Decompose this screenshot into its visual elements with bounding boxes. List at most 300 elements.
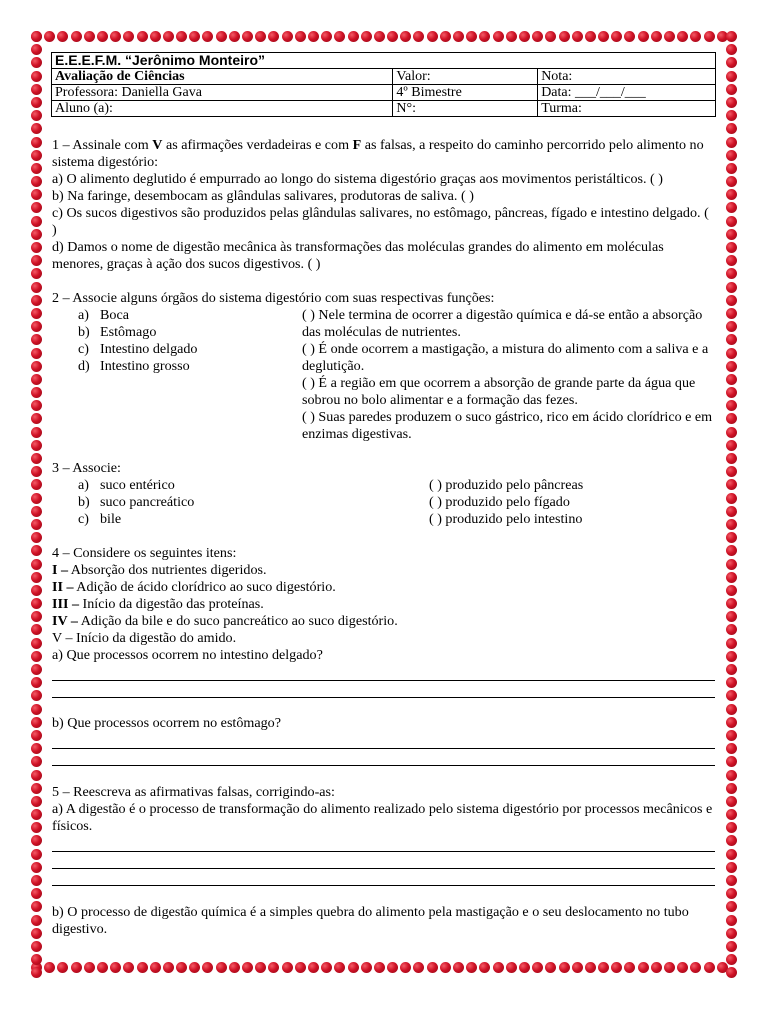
border-bead bbox=[726, 730, 737, 741]
item-text: Adição da bile e do suco pancreático ao suco digestório. bbox=[77, 613, 398, 629]
juice-list bbox=[52, 477, 429, 528]
border-bead bbox=[31, 295, 42, 306]
border-bead bbox=[321, 962, 332, 973]
border-bead bbox=[726, 57, 737, 68]
roman-numeral: I – bbox=[52, 562, 69, 578]
border-bead bbox=[31, 888, 42, 899]
border-bead bbox=[611, 962, 622, 973]
border-bead bbox=[31, 954, 42, 965]
border-bead bbox=[308, 31, 319, 42]
border-bead bbox=[31, 440, 42, 451]
border-bead bbox=[726, 585, 737, 596]
border-bead bbox=[726, 479, 737, 490]
border-bead bbox=[726, 967, 737, 978]
border-bead bbox=[84, 31, 95, 42]
border-bead bbox=[242, 31, 253, 42]
border-bead bbox=[123, 962, 134, 973]
border-bead bbox=[31, 651, 42, 662]
grade-field: Nota: bbox=[538, 69, 716, 85]
function-list bbox=[302, 307, 715, 443]
item-text: Início da digestão das proteínas. bbox=[79, 596, 264, 612]
answer-line[interactable] bbox=[52, 869, 715, 886]
false-marker: F bbox=[352, 137, 362, 153]
border-bead bbox=[726, 321, 737, 332]
border-bead bbox=[31, 308, 42, 319]
border-bead bbox=[176, 31, 187, 42]
border-bead bbox=[31, 31, 42, 42]
exam-title: Avaliação de Ciências bbox=[52, 69, 393, 85]
border-bead bbox=[31, 348, 42, 359]
answer-line[interactable] bbox=[52, 681, 715, 698]
border-bead bbox=[677, 962, 688, 973]
border-bead bbox=[31, 611, 42, 622]
answer-line[interactable] bbox=[52, 852, 715, 869]
question-5 bbox=[52, 784, 715, 938]
border-bead bbox=[282, 31, 293, 42]
page-border-bottom bbox=[31, 962, 730, 973]
border-bead bbox=[545, 31, 556, 42]
question-4b: b) Que processos ocorrem no estômago? bbox=[52, 715, 281, 731]
roman-numeral: III – bbox=[52, 596, 80, 612]
question-1-prompt bbox=[52, 137, 715, 171]
border-bead bbox=[31, 717, 42, 728]
association-columns bbox=[52, 477, 715, 528]
roman-item bbox=[52, 630, 715, 647]
organ-list bbox=[52, 307, 302, 443]
border-bead bbox=[726, 189, 737, 200]
border-bead bbox=[585, 31, 596, 42]
item-letter: b) bbox=[78, 324, 90, 340]
border-bead bbox=[726, 400, 737, 411]
border-bead bbox=[44, 31, 55, 42]
list-item bbox=[78, 477, 429, 494]
border-bead bbox=[400, 31, 411, 42]
border-bead bbox=[31, 730, 42, 741]
border-bead bbox=[31, 44, 42, 55]
border-bead bbox=[176, 962, 187, 973]
border-bead bbox=[31, 638, 42, 649]
value-field: Valor: bbox=[393, 69, 538, 85]
source-item: ( ) produzido pelo pâncreas bbox=[429, 477, 584, 493]
border-bead bbox=[387, 31, 398, 42]
statement-b: b) Na faringe, desembocam as glândulas salivares, produtoras de saliva. ( ) bbox=[52, 188, 474, 204]
border-bead bbox=[453, 31, 464, 42]
border-bead bbox=[726, 822, 737, 833]
list-item bbox=[78, 511, 429, 528]
border-bead bbox=[651, 31, 662, 42]
border-bead bbox=[150, 31, 161, 42]
true-marker: V bbox=[152, 137, 163, 153]
function-item: ( ) Nele termina de ocorrer a digestão química e dá-se então a absorção das moléculas de nutrientes. bbox=[302, 307, 703, 340]
border-bead bbox=[479, 31, 490, 42]
border-bead bbox=[31, 202, 42, 213]
question-number: 3 – bbox=[52, 460, 70, 476]
border-bead bbox=[726, 519, 737, 530]
border-bead bbox=[726, 216, 737, 227]
juice-name: bile bbox=[100, 511, 122, 527]
border-bead bbox=[361, 31, 372, 42]
border-bead bbox=[726, 84, 737, 95]
border-bead bbox=[440, 962, 451, 973]
border-bead bbox=[110, 31, 121, 42]
border-bead bbox=[726, 875, 737, 886]
exam-sheet bbox=[52, 52, 715, 938]
border-bead bbox=[31, 928, 42, 939]
function-item: ( ) É onde ocorrem a mastigação, a mistura do alimento com a saliva e a deglutição. bbox=[302, 341, 709, 374]
border-bead bbox=[31, 321, 42, 332]
border-bead bbox=[31, 915, 42, 926]
header-row bbox=[52, 101, 716, 117]
item-letter: c) bbox=[78, 341, 89, 357]
border-bead bbox=[726, 361, 737, 372]
border-bead bbox=[31, 862, 42, 873]
question-number: 5 – bbox=[52, 784, 70, 800]
border-bead bbox=[466, 31, 477, 42]
date-field: Data: ___/___/___ bbox=[538, 85, 716, 101]
border-bead bbox=[229, 962, 240, 973]
border-bead bbox=[295, 962, 306, 973]
border-bead bbox=[282, 962, 293, 973]
border-bead bbox=[638, 31, 649, 42]
border-bead bbox=[726, 268, 737, 279]
border-bead bbox=[453, 962, 464, 973]
question-5a: a) A digestão é o processo de transformação do alimento realizado pelo sistema digestório por processos mecânicos e físicos. bbox=[52, 801, 713, 834]
statement-c: c) Os sucos digestivos são produzidos pelas glândulas salivares, no estômago, pâncreas, fígado e intestino delgado. ( ) bbox=[52, 205, 709, 238]
border-bead bbox=[726, 835, 737, 846]
juice-name: suco pancreático bbox=[100, 494, 195, 510]
item-letter: b) bbox=[78, 494, 90, 510]
organ-name: Intestino delgado bbox=[100, 341, 198, 357]
item-letter: c) bbox=[78, 511, 89, 527]
border-bead bbox=[690, 31, 701, 42]
border-bead bbox=[71, 31, 82, 42]
border-bead bbox=[31, 809, 42, 820]
border-bead bbox=[598, 31, 609, 42]
answer-line[interactable] bbox=[52, 732, 715, 749]
roman-item bbox=[52, 613, 715, 630]
question-4a: a) Que processos ocorrem no intestino delgado? bbox=[52, 647, 323, 663]
border-bead bbox=[31, 624, 42, 635]
answer-line[interactable] bbox=[52, 835, 715, 852]
border-bead bbox=[321, 31, 332, 42]
border-bead bbox=[664, 962, 675, 973]
border-bead bbox=[638, 962, 649, 973]
border-bead bbox=[611, 31, 622, 42]
border-bead bbox=[31, 361, 42, 372]
border-bead bbox=[624, 962, 635, 973]
border-bead bbox=[31, 559, 42, 570]
border-bead bbox=[726, 334, 737, 345]
source-item: ( ) produzido pelo fígado bbox=[429, 494, 570, 510]
border-bead bbox=[559, 31, 570, 42]
border-bead bbox=[519, 962, 530, 973]
border-bead bbox=[726, 559, 737, 570]
number-field: N°: bbox=[393, 101, 538, 117]
border-bead bbox=[726, 572, 737, 583]
roman-numeral: II – bbox=[52, 579, 74, 595]
question-4-prompt bbox=[52, 545, 715, 562]
border-bead bbox=[519, 31, 530, 42]
border-bead bbox=[31, 506, 42, 517]
item-text: Início da digestão do amido. bbox=[72, 630, 237, 646]
class-field: Turma: bbox=[538, 101, 716, 117]
border-bead bbox=[651, 962, 662, 973]
border-bead bbox=[31, 163, 42, 174]
border-bead bbox=[493, 962, 504, 973]
item-text: Absorção dos nutrientes digeridos. bbox=[68, 562, 267, 578]
list-item bbox=[78, 358, 302, 375]
border-bead bbox=[726, 941, 737, 952]
border-bead bbox=[726, 308, 737, 319]
border-bead bbox=[726, 466, 737, 477]
question-2 bbox=[52, 290, 715, 443]
page-border-left bbox=[31, 31, 42, 981]
source-item: ( ) produzido pelo intestino bbox=[429, 511, 583, 527]
border-bead bbox=[413, 962, 424, 973]
question-number: 2 – bbox=[52, 290, 70, 306]
border-bead bbox=[31, 770, 42, 781]
border-bead bbox=[255, 962, 266, 973]
border-bead bbox=[31, 545, 42, 556]
prompt-text: as falsas, a respeito do caminho percorrido pelo alimento no sistema digestório: bbox=[52, 137, 704, 170]
border-bead bbox=[308, 962, 319, 973]
border-bead bbox=[726, 717, 737, 728]
border-bead bbox=[726, 295, 737, 306]
border-bead bbox=[229, 31, 240, 42]
border-bead bbox=[137, 962, 148, 973]
source-list bbox=[429, 477, 583, 528]
border-bead bbox=[726, 453, 737, 464]
border-bead bbox=[726, 71, 737, 82]
border-bead bbox=[726, 638, 737, 649]
border-bead bbox=[545, 962, 556, 973]
border-bead bbox=[690, 962, 701, 973]
border-bead bbox=[31, 743, 42, 754]
border-bead bbox=[348, 962, 359, 973]
border-bead bbox=[726, 664, 737, 675]
border-bead bbox=[726, 506, 737, 517]
border-bead bbox=[31, 97, 42, 108]
border-bead bbox=[726, 598, 737, 609]
border-bead bbox=[31, 572, 42, 583]
organ-name: Estômago bbox=[100, 324, 157, 340]
border-bead bbox=[31, 901, 42, 912]
border-bead bbox=[726, 229, 737, 240]
border-bead bbox=[400, 962, 411, 973]
border-bead bbox=[202, 31, 213, 42]
question-4 bbox=[52, 545, 715, 766]
border-bead bbox=[31, 598, 42, 609]
border-bead bbox=[677, 31, 688, 42]
border-bead bbox=[31, 427, 42, 438]
border-bead bbox=[31, 268, 42, 279]
border-bead bbox=[348, 31, 359, 42]
question-1 bbox=[52, 137, 715, 273]
border-bead bbox=[726, 796, 737, 807]
question-3 bbox=[52, 460, 715, 528]
border-bead bbox=[726, 545, 737, 556]
border-bead bbox=[726, 704, 737, 715]
border-bead bbox=[726, 163, 737, 174]
border-bead bbox=[532, 31, 543, 42]
border-bead bbox=[216, 31, 227, 42]
border-bead bbox=[726, 690, 737, 701]
border-bead bbox=[31, 585, 42, 596]
border-bead bbox=[31, 835, 42, 846]
border-bead bbox=[84, 962, 95, 973]
border-bead bbox=[31, 783, 42, 794]
border-bead bbox=[137, 31, 148, 42]
border-bead bbox=[413, 31, 424, 42]
border-bead bbox=[726, 493, 737, 504]
border-bead bbox=[726, 611, 737, 622]
border-bead bbox=[726, 532, 737, 543]
border-bead bbox=[31, 123, 42, 134]
answer-line[interactable] bbox=[52, 749, 715, 766]
prompt-text: Associe: bbox=[69, 460, 121, 476]
page-border-right bbox=[726, 31, 737, 981]
border-bead bbox=[726, 97, 737, 108]
student-field: Aluno (a): bbox=[52, 101, 393, 117]
border-bead bbox=[71, 962, 82, 973]
border-bead bbox=[31, 282, 42, 293]
border-bead bbox=[726, 242, 737, 253]
border-bead bbox=[242, 962, 253, 973]
border-bead bbox=[572, 962, 583, 973]
border-bead bbox=[31, 466, 42, 477]
border-bead bbox=[532, 962, 543, 973]
prompt-text: Considere os seguintes itens: bbox=[69, 545, 237, 561]
roman-numeral: V – bbox=[52, 630, 73, 646]
border-bead bbox=[572, 31, 583, 42]
border-bead bbox=[704, 31, 715, 42]
border-bead bbox=[216, 962, 227, 973]
border-bead bbox=[31, 756, 42, 767]
term-field: 4º Bimestre bbox=[393, 85, 538, 101]
border-bead bbox=[31, 796, 42, 807]
border-bead bbox=[726, 862, 737, 873]
border-bead bbox=[31, 519, 42, 530]
border-bead bbox=[726, 809, 737, 820]
border-bead bbox=[31, 493, 42, 504]
question-number: 4 – bbox=[52, 545, 70, 561]
question-5b: b) O processo de digestão química é a simples quebra do alimento pela mastigação e o seu deslocamento no tubo digestivo. bbox=[52, 904, 689, 937]
list-item bbox=[78, 341, 302, 358]
border-bead bbox=[726, 123, 737, 134]
border-bead bbox=[31, 849, 42, 860]
prompt-text: Reescreva as afirmativas falsas, corrigindo-as: bbox=[69, 784, 335, 800]
border-bead bbox=[726, 44, 737, 55]
border-bead bbox=[726, 677, 737, 688]
border-bead bbox=[31, 176, 42, 187]
border-bead bbox=[726, 110, 737, 121]
border-bead bbox=[726, 413, 737, 424]
association-columns bbox=[52, 307, 715, 443]
border-bead bbox=[726, 282, 737, 293]
border-bead bbox=[726, 783, 737, 794]
border-bead bbox=[585, 962, 596, 973]
border-bead bbox=[97, 31, 108, 42]
border-bead bbox=[726, 651, 737, 662]
border-bead bbox=[427, 31, 438, 42]
border-bead bbox=[726, 440, 737, 451]
border-bead bbox=[31, 334, 42, 345]
border-bead bbox=[31, 453, 42, 464]
border-bead bbox=[374, 31, 385, 42]
border-bead bbox=[31, 532, 42, 543]
border-bead bbox=[726, 255, 737, 266]
border-bead bbox=[726, 624, 737, 635]
border-bead bbox=[31, 242, 42, 253]
border-bead bbox=[57, 31, 68, 42]
border-bead bbox=[110, 962, 121, 973]
border-bead bbox=[163, 31, 174, 42]
teacher-field: Professora: Daniella Gava bbox=[52, 85, 393, 101]
border-bead bbox=[44, 962, 55, 973]
function-item: ( ) É a região em que ocorrem a absorção de grande parte da água que sobrou no bolo alimentar e a formação das fezes. bbox=[302, 375, 696, 408]
border-bead bbox=[726, 849, 737, 860]
border-bead bbox=[506, 962, 517, 973]
border-bead bbox=[31, 150, 42, 161]
border-bead bbox=[31, 413, 42, 424]
border-bead bbox=[479, 962, 490, 973]
header-row bbox=[52, 85, 716, 101]
header-table bbox=[51, 52, 716, 117]
border-bead bbox=[97, 962, 108, 973]
answer-line[interactable] bbox=[52, 664, 715, 681]
question-3-prompt bbox=[52, 460, 715, 477]
roman-item bbox=[52, 596, 715, 613]
prompt-text: Associe alguns órgãos do sistema digestório com suas respectivas funções: bbox=[69, 290, 495, 306]
border-bead bbox=[31, 690, 42, 701]
border-bead bbox=[726, 150, 737, 161]
question-2-prompt bbox=[52, 290, 715, 307]
border-bead bbox=[427, 962, 438, 973]
border-bead bbox=[664, 31, 675, 42]
border-bead bbox=[726, 954, 737, 965]
page-border-top bbox=[31, 31, 730, 42]
border-bead bbox=[163, 962, 174, 973]
border-bead bbox=[268, 962, 279, 973]
border-bead bbox=[31, 374, 42, 385]
border-bead bbox=[57, 962, 68, 973]
border-bead bbox=[31, 677, 42, 688]
border-bead bbox=[31, 216, 42, 227]
border-bead bbox=[123, 31, 134, 42]
school-name: E.E.E.F.M. “Jerônimo Monteiro” bbox=[52, 53, 716, 69]
statement-d: d) Damos o nome de digestão mecânica às transformações das moléculas grandes do alimento em moléculas menores, graças à ação dos sucos digestivos. ( ) bbox=[52, 239, 664, 272]
border-bead bbox=[726, 915, 737, 926]
border-bead bbox=[31, 84, 42, 95]
statement-a: a) O alimento deglutido é empurrado ao longo do sistema digestório graças aos movimentos peristálticos. ( ) bbox=[52, 171, 663, 187]
item-text: Adição de ácido clorídrico ao suco digestório. bbox=[73, 579, 336, 595]
border-bead bbox=[624, 31, 635, 42]
border-bead bbox=[31, 189, 42, 200]
border-bead bbox=[726, 348, 737, 359]
border-bead bbox=[31, 967, 42, 978]
list-item bbox=[78, 494, 429, 511]
border-bead bbox=[559, 962, 570, 973]
juice-name: suco entérico bbox=[100, 477, 175, 493]
border-bead bbox=[726, 427, 737, 438]
border-bead bbox=[440, 31, 451, 42]
roman-item bbox=[52, 562, 715, 579]
border-bead bbox=[726, 374, 737, 385]
border-bead bbox=[31, 479, 42, 490]
border-bead bbox=[268, 31, 279, 42]
border-bead bbox=[726, 770, 737, 781]
border-bead bbox=[202, 962, 213, 973]
